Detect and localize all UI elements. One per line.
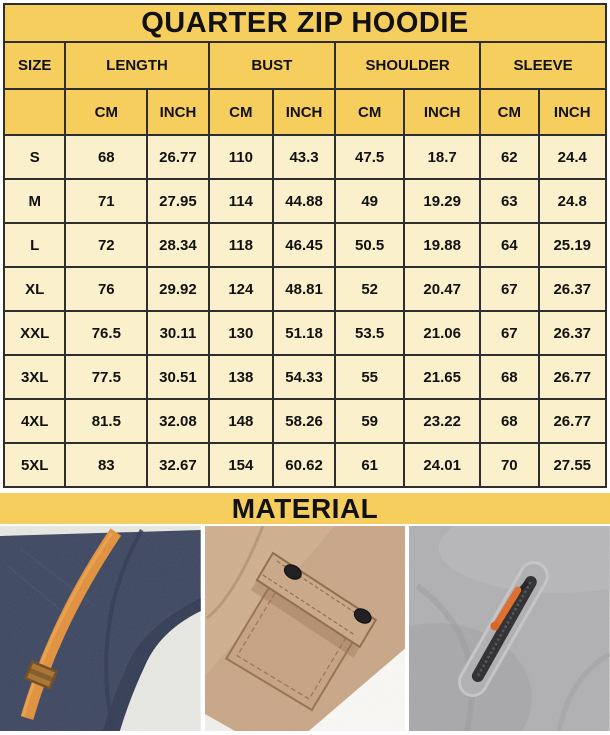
measurement-cell: 19.29 [404,179,480,223]
size-rows [4,135,606,487]
unit-header: INCH [273,89,335,135]
measurement-cell: 52 [335,267,404,311]
material-photo-navy-strap [0,526,201,731]
unit-header: CM [335,89,404,135]
unit-header: CM [480,89,538,135]
table-row [4,355,606,399]
table-row [4,311,606,355]
measurement-cell: 26.37 [539,267,607,311]
measurement-cell: 50.5 [335,223,404,267]
measurement-cell: 25.19 [539,223,607,267]
measurement-cell: 148 [209,399,273,443]
measurement-cell: 51.18 [273,311,335,355]
measurement-cell: 59 [335,399,404,443]
measurement-cell: 76 [65,267,147,311]
table-row [4,443,606,487]
measurement-cell: 60.62 [273,443,335,487]
size-cell: L [4,223,65,267]
material-photo-gray-zipper [409,526,610,731]
measurement-cell: 71 [65,179,147,223]
measurement-cell: 110 [209,135,273,179]
unit-header: INCH [147,89,208,135]
table-title-row [4,4,606,42]
measurement-cell: 19.88 [404,223,480,267]
fabric-texture [0,526,201,731]
column-group-header: LENGTH [65,42,208,89]
column-group-header: SIZE [4,42,65,89]
measurement-cell: 114 [209,179,273,223]
measurement-cell: 26.77 [539,399,607,443]
measurement-cell: 62 [480,135,538,179]
measurement-cell: 55 [335,355,404,399]
khaki-fabric-image [205,526,406,731]
measurement-cell: 30.51 [147,355,208,399]
measurement-cell: 130 [209,311,273,355]
measurement-cell: 24.01 [404,443,480,487]
measurement-cell: 138 [209,355,273,399]
measurement-cell: 81.5 [65,399,147,443]
unit-header: CM [65,89,147,135]
unit-header: CM [209,89,273,135]
material-photo-khaki-pocket [205,526,406,731]
unit-header: INCH [539,89,607,135]
measurement-cell: 61 [335,443,404,487]
measurement-cell: 29.92 [147,267,208,311]
measurement-cell: 30.11 [147,311,208,355]
gray-fabric-image [409,526,610,731]
size-chart-table [3,3,607,488]
size-cell: 4XL [4,399,65,443]
unit-header: INCH [404,89,480,135]
measurement-cell: 47.5 [335,135,404,179]
measurement-cell: 53.5 [335,311,404,355]
measurement-cell: 48.81 [273,267,335,311]
measurement-cell: 68 [480,399,538,443]
measurement-cell: 28.34 [147,223,208,267]
measurement-cell: 68 [65,135,147,179]
measurement-cell: 26.77 [147,135,208,179]
size-cell: 5XL [4,443,65,487]
measurement-cell: 43.3 [273,135,335,179]
measurement-cell: 63 [480,179,538,223]
measurement-cell: 68 [480,355,538,399]
measurement-cell: 24.4 [539,135,607,179]
material-photo-strip [0,526,610,731]
table-row [4,267,606,311]
measurement-cell: 46.45 [273,223,335,267]
size-cell: XXL [4,311,65,355]
table-row [4,399,606,443]
measurement-cell: 27.95 [147,179,208,223]
size-cell: XL [4,267,65,311]
size-cell: S [4,135,65,179]
fabric-texture [205,526,406,731]
measurement-cell: 26.77 [539,355,607,399]
measurement-cell: 154 [209,443,273,487]
page-title: QUARTER ZIP HOODIE [4,4,606,42]
measurement-cell: 21.06 [404,311,480,355]
size-cell: M [4,179,65,223]
measurement-cell: 83 [65,443,147,487]
table-row [4,179,606,223]
measurement-cell: 20.47 [404,267,480,311]
unit-header-row [4,89,606,135]
measurement-cell: 70 [480,443,538,487]
table-row [4,135,606,179]
empty-header-cell [4,89,65,135]
measurement-cell: 44.88 [273,179,335,223]
measurement-cell: 24.8 [539,179,607,223]
material-heading: MATERIAL [0,493,610,524]
column-group-header: BUST [209,42,335,89]
measurement-cell: 118 [209,223,273,267]
measurement-cell: 54.33 [273,355,335,399]
measurement-cell: 32.08 [147,399,208,443]
measurement-cell: 124 [209,267,273,311]
navy-fabric-image [0,526,201,731]
measurement-cell: 77.5 [65,355,147,399]
measurement-cell: 27.55 [539,443,607,487]
column-group-header: SHOULDER [335,42,480,89]
measurement-cell: 18.7 [404,135,480,179]
measurement-cell: 67 [480,267,538,311]
measurement-cell: 64 [480,223,538,267]
measurement-cell: 23.22 [404,399,480,443]
fabric-texture [409,526,610,731]
table-row [4,223,606,267]
measurement-cell: 49 [335,179,404,223]
column-group-row [4,42,606,89]
measurement-cell: 26.37 [539,311,607,355]
measurement-cell: 76.5 [65,311,147,355]
size-cell: 3XL [4,355,65,399]
measurement-cell: 58.26 [273,399,335,443]
column-group-header: SLEEVE [480,42,606,89]
measurement-cell: 21.65 [404,355,480,399]
measurement-cell: 32.67 [147,443,208,487]
measurement-cell: 72 [65,223,147,267]
measurement-cell: 67 [480,311,538,355]
